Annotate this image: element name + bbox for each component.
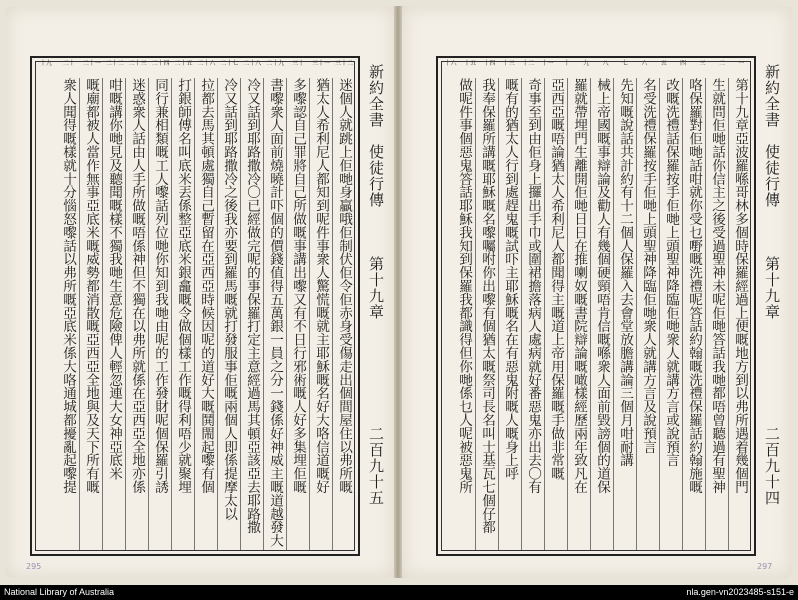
line-number: 四	[680, 60, 687, 67]
left-text-frame	[30, 56, 360, 556]
left-book-name: 使徒行傳	[367, 144, 385, 208]
line-number: 七	[622, 60, 629, 67]
footer-library: National Library of Australia	[4, 587, 115, 597]
line-number: 十一	[541, 60, 554, 67]
line-number: 二十一	[82, 60, 101, 67]
line-number: 二十五	[174, 60, 193, 67]
right-text-frame	[436, 56, 756, 556]
left-line-numbers	[35, 58, 355, 74]
text-column: 嘅有的猶太人行到處趕鬼嘅試吓主耶穌嘅名在有惡鬼附嘅人嘅身上呼	[498, 78, 521, 550]
text-column: 先知嘅說話共計約有十二個人保羅入去會堂放膽講論三個月咁耐講	[613, 78, 636, 550]
right-book-title: 新約全書	[763, 64, 781, 128]
line-number: 十三	[502, 60, 515, 67]
line-number: 二十七	[220, 60, 239, 67]
text-column: 猶太人希利尼人都知到呢件事衆人驚慌嘅就主耶穌嘅名好大咯信道嘅好	[309, 78, 332, 550]
line-number: 三十一	[312, 60, 331, 67]
text-column: 械上帝國嘅事辯論及勸人有幾個硬頸唔肯信嘅喺衆人面前毀謗個的道保	[590, 78, 613, 550]
text-column: 冷又話到耶路撒冷〇已經做完呢的事保羅打定主意經過馬其頓亞該亞去耶路撒	[240, 78, 263, 550]
text-column: 冷又話到耶路撒冷之後我亦要到羅馬嘅就打發服事佢嘅兩個人即係提摩太以	[217, 78, 240, 550]
line-number: 十九	[39, 60, 52, 67]
text-column: 做呢件事個惡鬼答話耶穌我知到保羅我都識得但你哋係乜人呢被惡鬼所	[456, 78, 472, 494]
line-number: 十四	[483, 60, 496, 67]
line-number: 十二	[522, 60, 535, 67]
right-text-columns	[453, 78, 751, 550]
left-page	[6, 6, 394, 578]
right-page-number: 二百九十四	[763, 426, 781, 506]
line-number: 五	[660, 60, 667, 67]
pencil-page-number: 295	[26, 562, 42, 571]
line-number: 二十四	[151, 60, 170, 67]
line-number: 二十九	[266, 60, 285, 67]
text-column: 第十九章亞波羅喺哥林多個時保羅經過上便嘅地方到以弗所遇着幾個門	[728, 78, 751, 550]
text-column: 咯保羅對佢哋話咁就你受乜嘢嘅洗禮呢答話約翰嘅洗禮保羅話約翰施嘅	[682, 78, 705, 550]
pencil-page-number: 297	[757, 562, 773, 571]
line-number: 八	[602, 60, 609, 67]
line-number: 十五	[464, 60, 477, 67]
text-column: 生就問佢哋話你信主之後受過聖神未呢佢哋答話我哋都唔曾聽過有聖神	[705, 78, 728, 550]
text-column: 我奉保羅所講嘅耶穌嘅名嚟囑咐你出嚟有個猶太嘅祭司長名叫士基瓦七個仔都	[475, 78, 498, 550]
line-number: 一	[738, 60, 745, 67]
line-number: 九	[583, 60, 590, 67]
text-column: 同行兼相類嘅工人嚟話列位哋你知到我哋由呢的工作發財呢個保羅引誘	[148, 78, 171, 550]
right-chapter: 第十九章	[763, 256, 781, 320]
right-page	[402, 6, 792, 578]
text-column: 打銀師傅名叫底米丟係整亞底米銀龕嘅令做個樣工作嘅得利唔少就聚埋	[171, 78, 194, 550]
text-column: 多嚟認自己罪將自己所做嘅事講出嚟又有不日行邪術嘅人好多集埋佢嘅	[286, 78, 309, 550]
book-gutter	[394, 6, 402, 578]
text-column: 拉都去馬其頓處獨自己暫留在亞西亞時候因呢的道好大嘅鬨閙起嚟有個	[194, 78, 217, 550]
text-column: 奇事至到由佢身上攞出手巾或圍裙擔落病人處病就好番惡鬼亦出去〇有	[521, 78, 544, 550]
right-book-name: 使徒行傳	[763, 144, 781, 208]
line-number: 三十二	[334, 60, 353, 67]
line-number: 二十八	[243, 60, 262, 67]
text-column: 改嘅洗禮話保羅按手佢哋上頭聖神降臨佢哋衆人就講方言或說預言	[659, 78, 682, 550]
text-column: 咁嘅講你哋見及聽聞嘅樣不獨我哋生意危險俾人輕忽連大女神亞底米	[102, 78, 125, 550]
text-column: 書嚟衆人面前燒曉計吓個的價錢值得五萬銀一員之分一錢係好神威主嘅道越發大	[263, 78, 286, 550]
left-page-number: 二百九十五	[367, 426, 385, 506]
line-number: 二	[718, 60, 725, 67]
line-number: 二十六	[197, 60, 216, 67]
text-column: 迷個人就跳上佢哋身贏哦佢制伏佢令佢赤身受傷走出個間屋住以弗所嘅	[332, 78, 355, 550]
footer-identifier: nla.gen-vn2023485-s151-e	[686, 587, 794, 597]
footer-bar	[0, 585, 798, 600]
line-number: 十	[563, 60, 570, 67]
line-number: 十六	[444, 60, 457, 67]
line-number: 三	[699, 60, 706, 67]
text-column: 嘅廟都被人當作無事亞底米嘅威勢都消散嘅亞西亞全地與及天下所有嘅	[79, 78, 102, 550]
text-column: 迷惑衆人話由人手所做嘅唔係神但不獨在以弗所就係在亞西亞全地亦係	[125, 78, 148, 550]
line-number: 二十二	[105, 60, 124, 67]
text-column: 名受洗禮保羅按手佢哋上頭聖神降臨佢哋衆人就講方言及說預言	[636, 78, 659, 550]
left-text-columns	[57, 78, 355, 550]
left-chapter: 第十九章	[367, 256, 385, 320]
right-line-numbers	[441, 58, 751, 74]
line-number: 六	[641, 60, 648, 67]
text-column: 亞西亞嘅唔論猶太人希利尼人都聞得主嘅道上帝用保羅嘅手做非常嘅	[544, 78, 567, 550]
left-book-title: 新約全書	[367, 64, 385, 128]
line-number: 三十	[292, 60, 305, 67]
line-number: 二十三	[128, 60, 147, 67]
line-number: 二十	[62, 60, 75, 67]
text-column: 羅就帶埋門生離開佢哋日日在推喇奴嘅書院辯論嘅噉樣經歷兩年致凡在	[567, 78, 590, 550]
text-column: 衆人聞得嘅樣就十分惱怒嚟話以弗所嘅亞底米係大咯通城都擾亂起嚟提	[60, 78, 76, 494]
